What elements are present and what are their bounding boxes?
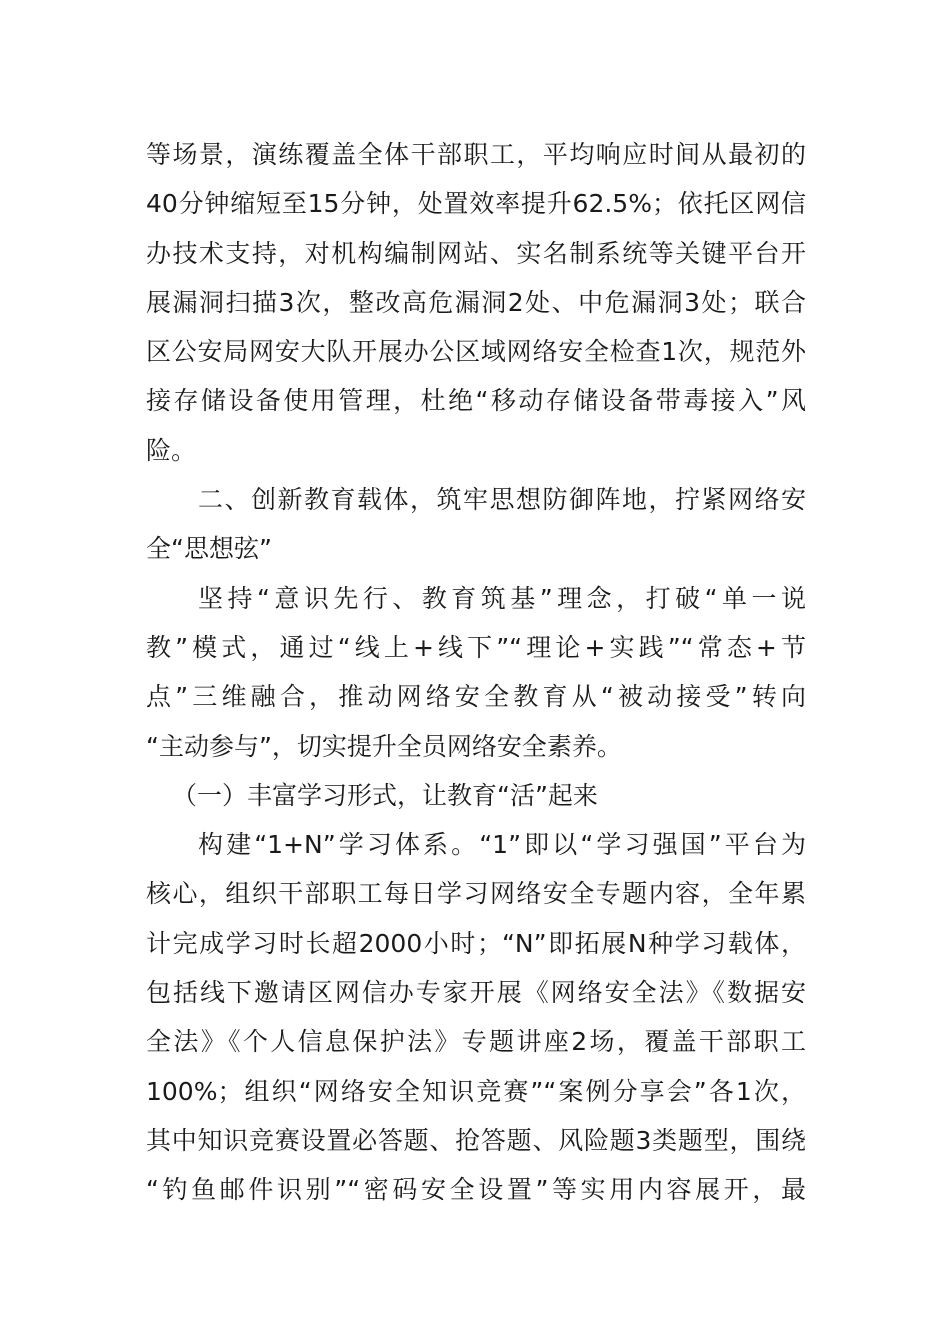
text-line: 点”三维融合，推动网络安全教育从“被动接受”转向 — [146, 682, 806, 712]
text-line: 其中知识竞赛设置必答题、抢答题、风险题3类题型，围绕 — [146, 1125, 806, 1155]
text-line: 100%；组织“网络安全知识竞赛”“案例分享会”各1次， — [146, 1076, 806, 1106]
subsection-heading-line: （一）丰富学习形式，让教育“活”起来 — [172, 780, 598, 810]
text-line: 坚持“意识先行、教育筑基”理念，打破“单一说 — [198, 583, 806, 613]
text-line: 办技术支持，对机构编制网站、实名制系统等关键平台开 — [146, 238, 806, 268]
text-line: 接存储设备使用管理，杜绝“移动存储设备带毒接入”风 — [146, 386, 806, 416]
text-line: 构建“1+N”学习体系。“1”即以“学习强国”平台为 — [198, 830, 806, 860]
text-line: 展漏洞扫描3次，整改高危漏洞2处、中危漏洞3处；联合 — [146, 287, 806, 317]
text-line: 区公安局网安大队开展办公区域网络安全检查1次，规范外 — [146, 337, 806, 367]
text-line: 40分钟缩短至15分钟，处置效率提升62.5%；依托区网信 — [146, 189, 806, 219]
text-line: 教”模式，通过“线上+线下”“理论+实践”“常态+节 — [146, 632, 806, 662]
text-line: 核心，组织干部职工每日学习网络安全专题内容，全年累 — [146, 879, 806, 909]
text-line: 险。 — [146, 435, 197, 465]
section-heading-line: 二、创新教育载体，筑牢思想防御阵地，拧紧网络安 — [198, 485, 806, 515]
text-line: 等场景，演练覆盖全体干部职工，平均响应时间从最初的 — [146, 140, 806, 169]
text-line: “钓鱼邮件识别”“密码安全设置”等实用内容展开，最 — [146, 1175, 806, 1205]
document-body — [146, 130, 806, 1215]
text-line: 全法》《个人信息保护法》专题讲座2场，覆盖干部职工 — [146, 1027, 806, 1057]
text-line: 计完成学习时长超2000小时；“N”即拓展N种学习载体， — [146, 928, 806, 958]
section-heading-line: 全“思想弦” — [146, 534, 272, 564]
text-line: 包括线下邀请区网信办专家开展《网络安全法》《数据安 — [146, 978, 806, 1008]
text-line: “主动参与”，切实提升全员网络安全素养。 — [146, 731, 622, 761]
